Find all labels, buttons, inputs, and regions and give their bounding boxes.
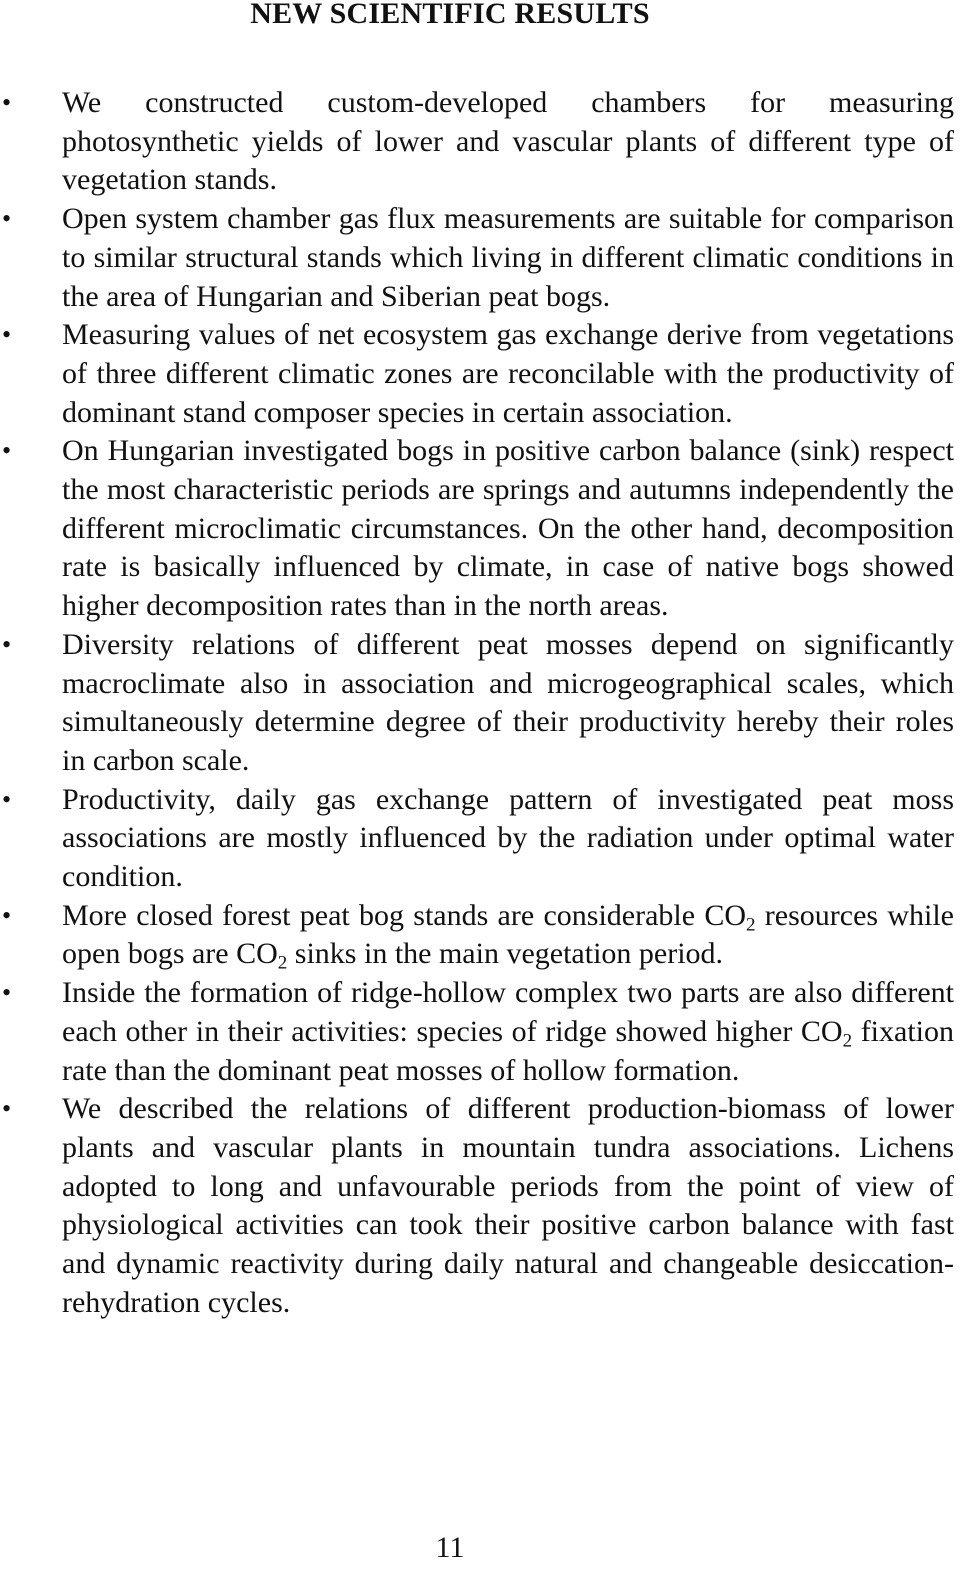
bullet-text: resources while open bogs are CO — [62, 898, 954, 971]
result-bullet-item — [62, 432, 954, 626]
result-bullet-item — [62, 781, 954, 897]
results-bullet-list — [0, 84, 960, 1323]
result-bullet-item — [62, 84, 954, 200]
subscript-text: 2 — [746, 914, 756, 936]
bullet-text: More closed forest peat bog stands are considerable CO — [62, 898, 746, 932]
result-bullet-item — [62, 897, 954, 974]
bullet-text: We constructed custom-developed chambers for measuring photosynthetic yields of lower and vascular plants of different type of vegetation stands. — [62, 86, 954, 197]
bullet-text: Open system chamber gas flux measurements are suitable for comparison to similar structural stands which living in different climatic conditions in the area of Hungarian and Siberian peat bogs. — [62, 202, 954, 313]
subscript-text: 2 — [277, 953, 288, 975]
bullet-text: On Hungarian investigated bogs in positive carbon balance (sink) respect the most characteristic periods are springs and autumns independently the different microclimatic circumstances. On the other hand, decomposition rate is basically influenced by climate, in case of native bogs showed higher decomposition rates than in the north areas. — [62, 434, 954, 623]
result-bullet-item — [62, 1090, 954, 1322]
bullet-text: Productivity, daily gas exchange pattern of investigated peat moss associations are mostly influenced by the radiation under optimal water condition. — [62, 782, 954, 894]
bullet-text: Diversity relations of different peat mosses depend on significantly macroclimate also in association and microgeographical scales, which simultaneously determine degree of their productivity hereby their roles in carbon scale. — [62, 627, 954, 777]
result-bullet-item — [62, 626, 954, 781]
page-number: 11 — [435, 1531, 465, 1564]
subscript-text: 2 — [842, 1030, 853, 1052]
bullet-text: Inside the formation of ridge-hollow complex two parts are also different each other in their activities: species of ridge showed higher CO — [62, 976, 954, 1048]
result-bullet-item — [62, 974, 954, 1090]
page-heading: NEW SCIENTIFIC RESULTS — [250, 0, 650, 30]
bullet-text: sinks in the main vegetation period. — [287, 937, 724, 971]
bullet-text: Measuring values of net ecosystem gas exchange derive from vegetations of three different climatic zones are reconcilable with the productivity of dominant stand composer species in certain association. — [62, 318, 954, 429]
bullet-text: We described the relations of different production-biomass of lower plants and vascular plants in mountain tundra associations. Lichens adopted to long and unfavourable periods from the point of view of physiological activities can took their positive carbon balance with fast and dynamic reactivity during daily natural and changeable desiccation-rehydration cycles. — [62, 1092, 954, 1319]
result-bullet-item — [62, 316, 954, 432]
bullet-text: fixation rate than the dominant peat mosses of hollow formation. — [62, 1014, 955, 1087]
result-bullet-item — [62, 200, 954, 316]
